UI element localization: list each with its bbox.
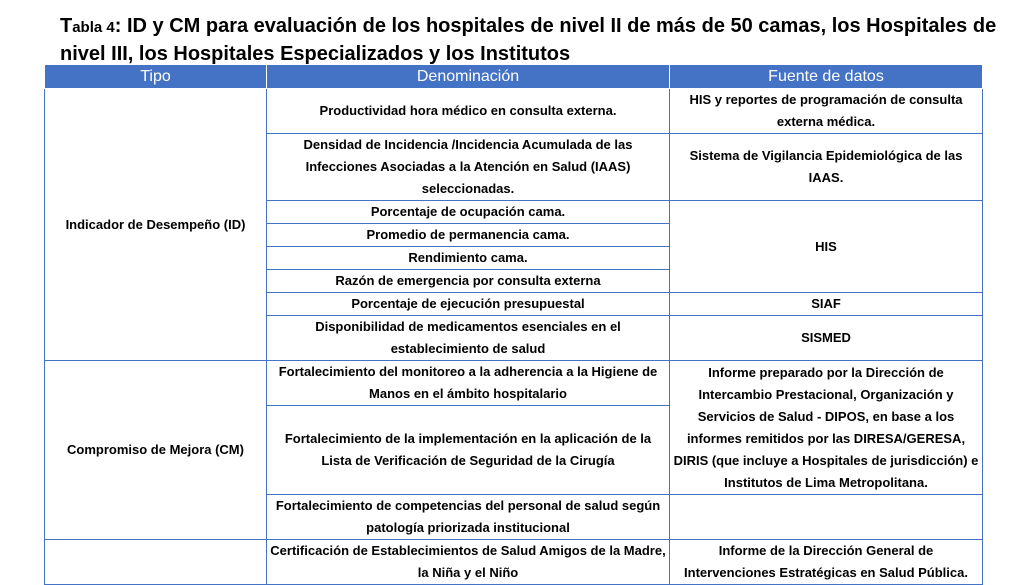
denominacion-cell: Certificación de Establecimientos de Salud Amigos de la Madre, la Niña y el Niño [267,540,670,585]
denominacion-cell: Porcentaje de ejecución presupuestal [267,293,670,316]
fuente-cell: SISMED [670,316,983,361]
denominacion-cell: Productividad hora médico en consulta externa. [267,89,670,134]
header-tipo: Tipo [45,65,267,89]
fuente-cell [670,495,983,540]
title-prefix: T [60,15,73,37]
fuente-cell: SIAF [670,293,983,316]
fuente-cell: HIS [670,201,983,293]
denominacion-cell: Disponibilidad de medicamentos esenciales en el establecimiento de salud [267,316,670,361]
title-rest: : ID y CM para evaluación de los hospitales de nivel II de más de 50 camas, los Hospitales de nivel III, los Hospitales Especializados y los Institutos [60,15,997,65]
table-header-row [45,65,983,89]
fuente-cell: HIS y reportes de programación de consulta externa médica. [670,89,983,134]
denominacion-cell: Densidad de Incidencia /Incidencia Acumulada de las Infecciones Asociadas a la Atención en Salud (IAAS) seleccionadas. [267,134,670,201]
fuente-cell: Informe de la Dirección General de Intervenciones Estratégicas en Salud Pública. [670,540,983,585]
table-row [45,89,983,134]
header-fuente: Fuente de datos [670,65,983,89]
title-small: abla 4 [72,19,115,36]
denominacion-cell: Promedio de permanencia cama. [267,224,670,247]
header-denominacion: Denominación [267,65,670,89]
table-row [45,361,983,406]
denominacion-cell: Razón de emergencia por consulta externa [267,270,670,293]
table-row [45,540,983,585]
tipo-cell: Compromiso de Mejora (CM) [45,361,267,540]
denominacion-cell: Fortalecimiento del monitoreo a la adherencia a la Higiene de Manos en el ámbito hospitalario [267,361,670,406]
tipo-cell: Indicador de Desempeño (ID) [45,89,267,361]
denominacion-cell: Fortalecimiento de la implementación en la aplicación de la Lista de Verificación de Seguridad de la Cirugía [267,406,670,495]
indicators-table [44,64,983,585]
slide-title [60,13,1010,67]
fuente-cell: Sistema de Vigilancia Epidemiológica de las IAAS. [670,134,983,201]
tipo-cell [45,540,267,585]
denominacion-cell: Fortalecimiento de competencias del personal de salud según patología priorizada institucional [267,495,670,540]
denominacion-cell: Rendimiento cama. [267,247,670,270]
denominacion-cell: Porcentaje de ocupación cama. [267,201,670,224]
fuente-cell: Informe preparado por la Dirección de Intercambio Prestacional, Organización y Servicios de Salud - DIPOS, en base a los informes remitidos por las DIRESA/GERESA, DIRIS (que incluye a Hospitales de jurisdicción) e Institutos de Lima Metropolitana. [670,361,983,495]
